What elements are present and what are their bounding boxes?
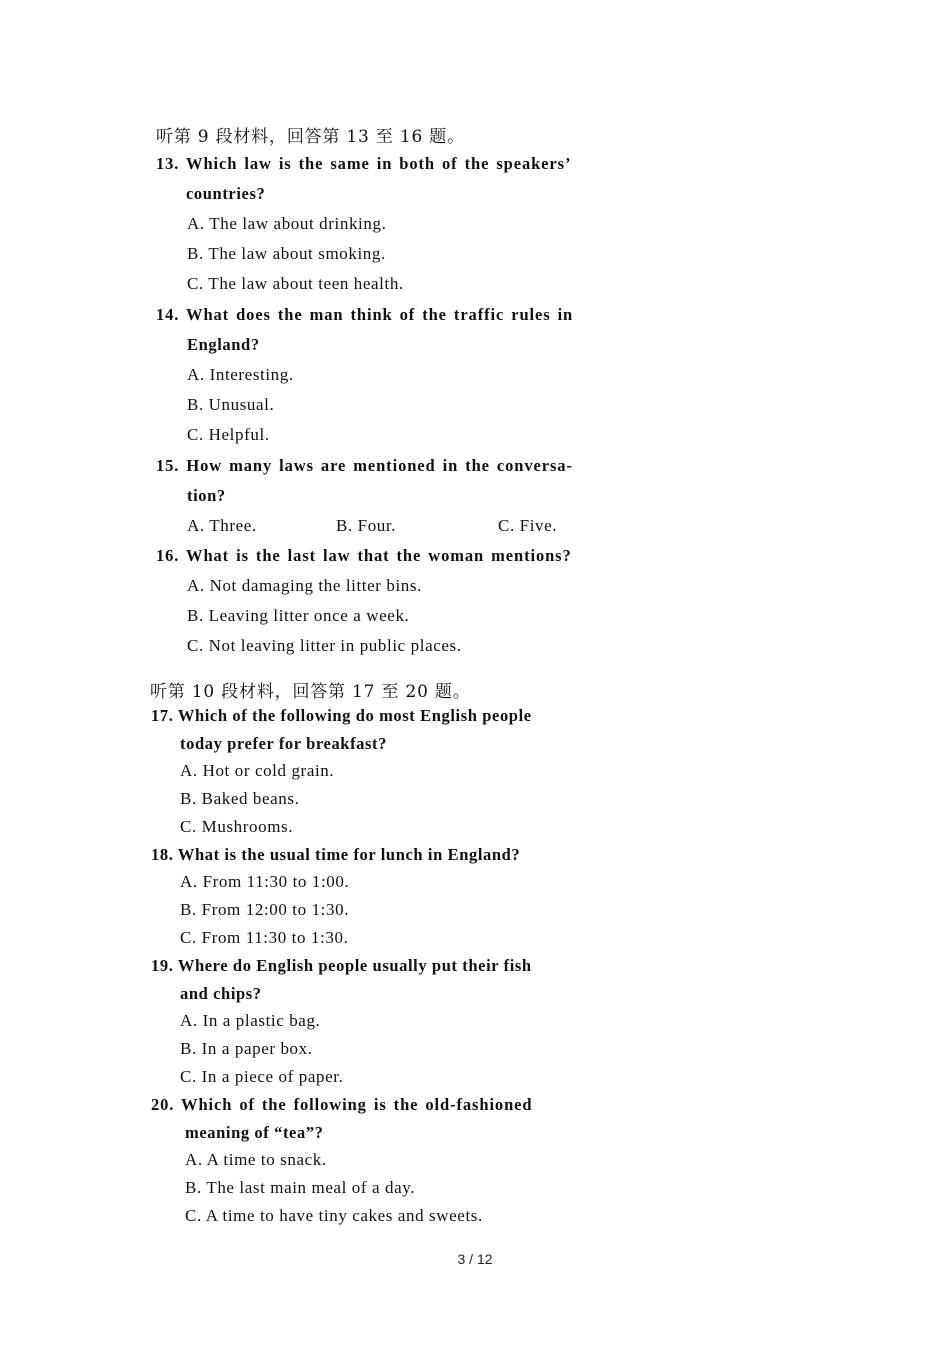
question-18-option-c: C. From 11:30 to 1:30. [180, 928, 349, 947]
question-14-stem-line2: England? [187, 335, 260, 354]
question-17-option-c: C. Mushrooms. [180, 817, 294, 836]
question-18-option-a: A. From 11:30 to 1:00. [180, 872, 350, 891]
question-20-stem-line2: meaning of “tea”? [185, 1123, 324, 1142]
question-19-option-a: A. In a plastic bag. [180, 1011, 321, 1030]
question-19-stem-line2: and chips? [180, 984, 262, 1003]
question-16-stem-line1: 16. What is the last law that the woman mentions? [156, 546, 572, 565]
question-20-option-b: B. The last main meal of a day. [185, 1178, 416, 1197]
question-17-option-a: A. Hot or cold grain. [180, 761, 335, 780]
question-18-stem-line1: 18. What is the usual time for lunch in England? [151, 845, 521, 864]
question-20-option-c: C. A time to have tiny cakes and sweets. [185, 1206, 483, 1225]
question-17-stem-line1: 17. Which of the following do most English people [151, 706, 532, 725]
question-20-option-a: A. A time to snack. [185, 1150, 327, 1169]
question-16-option-c: C. Not leaving litter in public places. [187, 636, 462, 655]
question-13-option-a: A. The law about drinking. [187, 214, 387, 233]
question-19-option-c: C. In a piece of paper. [180, 1067, 344, 1086]
question-19-option-b: B. In a paper box. [180, 1039, 313, 1058]
question-15-option-a: A. Three. [187, 516, 257, 535]
question-13-option-b: B. The law about smoking. [187, 244, 386, 263]
question-16-option-a: A. Not damaging the litter bins. [187, 576, 422, 595]
question-18-option-b: B. From 12:00 to 1:30. [180, 900, 350, 919]
question-15-stem-line2: tion? [187, 486, 226, 505]
page-number: 3 / 12 [457, 1251, 493, 1267]
section-heading-10: 听第 10 段材料，回答第 17 至 20 题。 [150, 682, 471, 702]
question-14-option-c: C. Helpful. [187, 425, 270, 444]
question-15-option-c: C. Five. [498, 516, 558, 535]
question-15-stem-line1: 15. How many laws are mentioned in the conversa- [156, 456, 573, 475]
question-15-option-b: B. Four. [336, 516, 397, 535]
question-13-stem-line1: 13. Which law is the same in both of the speakers’ [156, 154, 572, 173]
question-14-option-b: B. Unusual. [187, 395, 275, 414]
question-14-option-a: A. Interesting. [187, 365, 294, 384]
section-heading-9: 听第 9 段材料，回答第 13 至 16 题。 [156, 127, 465, 147]
question-19-stem-line1: 19. Where do English people usually put their fish [151, 956, 532, 975]
question-13-option-c: C. The law about teen health. [187, 274, 404, 293]
question-17-option-b: B. Baked beans. [180, 789, 300, 808]
question-17-stem-line2: today prefer for breakfast? [180, 734, 387, 753]
question-16-option-b: B. Leaving litter once a week. [187, 606, 410, 625]
question-20-stem-line1: 20. Which of the following is the old-fashioned [151, 1095, 533, 1114]
question-14-stem-line1: 14. What does the man think of the traffic rules in [156, 305, 574, 324]
question-13-stem-line2: countries? [186, 184, 266, 203]
